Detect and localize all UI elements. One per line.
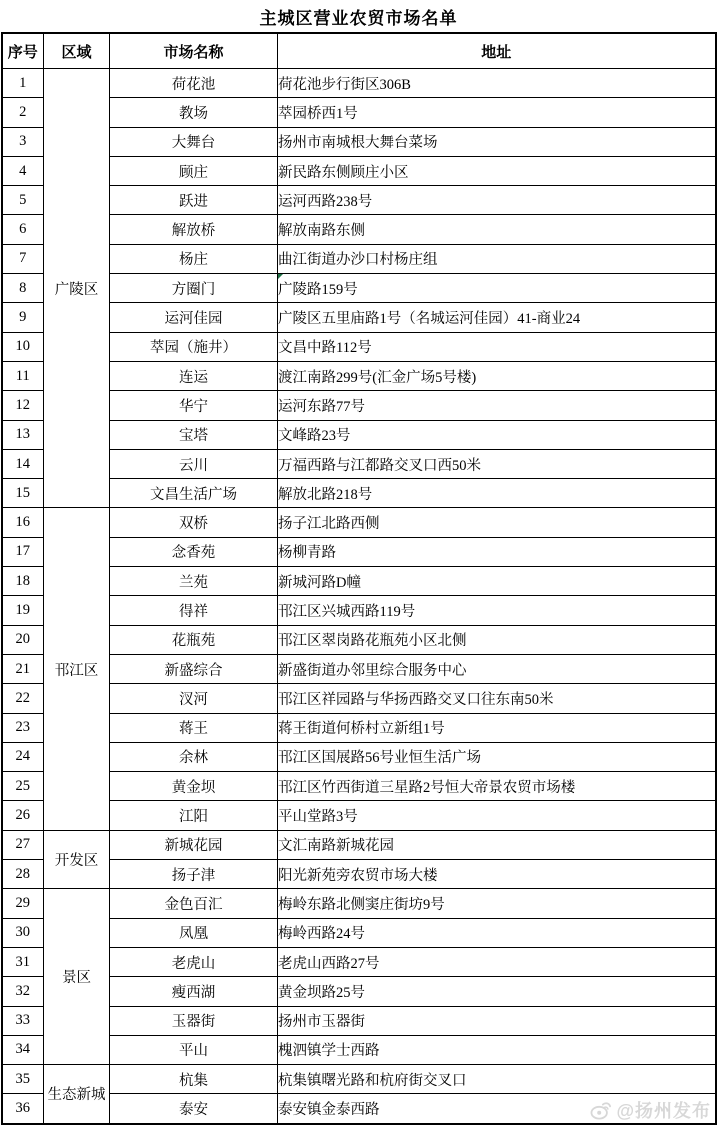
row-number-cell: 35 xyxy=(2,1065,44,1094)
address-cell: 梅岭西路24号 xyxy=(278,918,716,947)
table-row xyxy=(2,567,716,596)
table-row xyxy=(2,830,716,859)
row-number-cell: 14 xyxy=(2,449,44,478)
address-cell: 扬州市南城根大舞台菜场 xyxy=(278,127,716,156)
table-header xyxy=(2,33,716,69)
market-name-cell: 教场 xyxy=(110,98,278,127)
column-header-region: 区域 xyxy=(44,33,110,69)
row-number-cell: 26 xyxy=(2,801,44,830)
row-number-cell: 33 xyxy=(2,1006,44,1035)
row-number-cell: 3 xyxy=(2,127,44,156)
table-row xyxy=(2,742,716,771)
row-number-cell: 11 xyxy=(2,361,44,390)
table-row xyxy=(2,772,716,801)
market-name-cell: 杨庄 xyxy=(110,244,278,273)
table-row xyxy=(2,274,716,303)
market-name-cell: 方圈门 xyxy=(110,274,278,303)
watermark xyxy=(590,1097,711,1123)
table-row xyxy=(2,1006,716,1035)
market-name-cell: 新城花园 xyxy=(110,830,278,859)
market-name-cell: 玉器街 xyxy=(110,1006,278,1035)
address-cell: 文峰路23号 xyxy=(278,420,716,449)
row-number-cell: 24 xyxy=(2,742,44,771)
row-number-cell: 23 xyxy=(2,713,44,742)
row-number-cell: 8 xyxy=(2,274,44,303)
address-cell: 邗江区祥园路与华扬西路交叉口往东南50米 xyxy=(278,684,716,713)
market-name-cell: 宝塔 xyxy=(110,420,278,449)
table-row xyxy=(2,420,716,449)
table-row xyxy=(2,303,716,332)
row-number-cell: 16 xyxy=(2,508,44,537)
table-row xyxy=(2,1035,716,1064)
table-row xyxy=(2,156,716,185)
address-cell: 新盛街道办邻里综合服务中心 xyxy=(278,654,716,683)
table-row xyxy=(2,186,716,215)
row-number-cell: 5 xyxy=(2,186,44,215)
table-row xyxy=(2,361,716,390)
row-number-cell: 10 xyxy=(2,332,44,361)
row-number-cell: 7 xyxy=(2,244,44,273)
address-cell: 文昌中路112号 xyxy=(278,332,716,361)
market-name-cell: 汊河 xyxy=(110,684,278,713)
address-cell: 邗江区翠岗路花瓶苑小区北侧 xyxy=(278,625,716,654)
market-name-cell: 泰安 xyxy=(110,1094,278,1124)
row-number-cell: 21 xyxy=(2,654,44,683)
row-number-cell: 1 xyxy=(2,69,44,98)
table-row xyxy=(2,596,716,625)
address-cell: 平山堂路3号 xyxy=(278,801,716,830)
market-name-cell: 花瓶苑 xyxy=(110,625,278,654)
row-number-cell: 34 xyxy=(2,1035,44,1064)
market-name-cell: 萃园（施井） xyxy=(110,332,278,361)
market-name-cell: 大舞台 xyxy=(110,127,278,156)
address-cell: 槐泗镇学士西路 xyxy=(278,1035,716,1064)
table-row xyxy=(2,69,716,98)
table-row xyxy=(2,713,716,742)
row-number-cell: 12 xyxy=(2,391,44,420)
address-cell: 泰安镇金泰西路 xyxy=(278,1094,716,1124)
market-table xyxy=(1,32,717,1125)
address-cell: 杨柳青路 xyxy=(278,537,716,566)
row-number-cell: 2 xyxy=(2,98,44,127)
address-cell: 梅岭东路北侧窦庄街坊9号 xyxy=(278,889,716,918)
row-number-cell: 31 xyxy=(2,947,44,976)
market-name-cell: 老虎山 xyxy=(110,947,278,976)
address-cell: 邗江区竹西街道三星路2号恒大帝景农贸市场楼 xyxy=(278,772,716,801)
row-number-cell: 4 xyxy=(2,156,44,185)
address-cell: 邗江区国展路56号业恒生活广场 xyxy=(278,742,716,771)
market-name-cell: 蒋王 xyxy=(110,713,278,742)
market-name-cell: 得祥 xyxy=(110,596,278,625)
row-number-cell: 29 xyxy=(2,889,44,918)
table-row xyxy=(2,391,716,420)
market-name-cell: 顾庄 xyxy=(110,156,278,185)
market-name-cell: 新盛综合 xyxy=(110,654,278,683)
market-name-cell: 文昌生活广场 xyxy=(110,479,278,508)
market-name-cell: 余林 xyxy=(110,742,278,771)
address-cell: 解放南路东侧 xyxy=(278,215,716,244)
market-name-cell: 跃进 xyxy=(110,186,278,215)
market-name-cell: 华宁 xyxy=(110,391,278,420)
market-name-cell: 江阳 xyxy=(110,801,278,830)
table-row xyxy=(2,449,716,478)
row-number-cell: 20 xyxy=(2,625,44,654)
row-number-cell: 28 xyxy=(2,860,44,889)
address-cell: 万福西路与江都路交叉口西50米 xyxy=(278,449,716,478)
market-name-cell: 双桥 xyxy=(110,508,278,537)
table-row xyxy=(2,332,716,361)
table-row xyxy=(2,98,716,127)
market-name-cell: 荷花池 xyxy=(110,69,278,98)
table-row xyxy=(2,918,716,947)
address-cell: 曲江街道办沙口村杨庄组 xyxy=(278,244,716,273)
row-number-cell: 19 xyxy=(2,596,44,625)
table-row xyxy=(2,654,716,683)
address-cell: 荷花池步行街区306B xyxy=(278,69,716,98)
market-name-cell: 运河佳园 xyxy=(110,303,278,332)
row-number-cell: 13 xyxy=(2,420,44,449)
row-number-cell: 22 xyxy=(2,684,44,713)
table-row xyxy=(2,127,716,156)
table-row xyxy=(2,889,716,918)
region-cell: 景区 xyxy=(44,889,110,1065)
table-row xyxy=(2,244,716,273)
address-cell: 邗江区兴城西路119号 xyxy=(278,596,716,625)
row-number-cell: 36 xyxy=(2,1094,44,1124)
table-row xyxy=(2,947,716,976)
address-cell: 阳光新苑旁农贸市场大楼 xyxy=(278,860,716,889)
row-number-cell: 17 xyxy=(2,537,44,566)
market-name-cell: 金色百汇 xyxy=(110,889,278,918)
market-name-cell: 解放桥 xyxy=(110,215,278,244)
row-number-cell: 18 xyxy=(2,567,44,596)
address-cell: 解放北路218号 xyxy=(278,479,716,508)
region-cell: 邗江区 xyxy=(44,508,110,830)
address-cell: 扬州市玉器街 xyxy=(278,1006,716,1035)
address-cell: 蒋王街道何桥村立新组1号 xyxy=(278,713,716,742)
address-cell: 新民路东侧顾庄小区 xyxy=(278,156,716,185)
table-row xyxy=(2,537,716,566)
address-cell: 文汇南路新城花园 xyxy=(278,830,716,859)
address-cell: 运河东路77号 xyxy=(278,391,716,420)
table-row xyxy=(2,508,716,537)
weibo-logo-icon xyxy=(590,1100,612,1120)
table-row xyxy=(2,860,716,889)
market-name-cell: 杭集 xyxy=(110,1065,278,1094)
page-title: 主城区营业农贸市场名单 xyxy=(259,8,458,28)
watermark-text: @扬州发布 xyxy=(616,1101,711,1121)
region-cell: 生态新城 xyxy=(44,1065,110,1124)
table-row xyxy=(2,215,716,244)
address-cell: 萃园桥西1号 xyxy=(278,98,716,127)
row-number-cell: 30 xyxy=(2,918,44,947)
market-name-cell: 黄金坝 xyxy=(110,772,278,801)
row-number-cell: 27 xyxy=(2,830,44,859)
table-row xyxy=(2,801,716,830)
row-number-cell: 6 xyxy=(2,215,44,244)
table-row xyxy=(2,625,716,654)
column-header-address: 地址 xyxy=(278,33,716,69)
row-number-cell: 9 xyxy=(2,303,44,332)
market-name-cell: 云川 xyxy=(110,449,278,478)
column-header-name: 市场名称 xyxy=(110,33,278,69)
table-body xyxy=(2,69,716,1124)
market-name-cell: 兰苑 xyxy=(110,567,278,596)
table-row xyxy=(2,684,716,713)
market-name-cell: 平山 xyxy=(110,1035,278,1064)
address-cell: 运河西路238号 xyxy=(278,186,716,215)
cell-corner-flag-icon xyxy=(278,274,283,279)
row-number-cell: 25 xyxy=(2,772,44,801)
address-cell: 黄金坝路25号 xyxy=(278,977,716,1006)
market-name-cell: 瘦西湖 xyxy=(110,977,278,1006)
address-cell: 杭集镇曙光路和杭府街交叉口 xyxy=(278,1065,716,1094)
table-row xyxy=(2,977,716,1006)
market-name-cell: 凤凰 xyxy=(110,918,278,947)
table-row xyxy=(2,1065,716,1094)
address-cell: 广陵路159号 xyxy=(278,274,716,303)
address-cell: 渡江南路299号(汇金广场5号楼) xyxy=(278,361,716,390)
column-header-no: 序号 xyxy=(2,33,44,69)
market-name-cell: 念香苑 xyxy=(110,537,278,566)
address-cell: 扬子江北路西侧 xyxy=(278,508,716,537)
address-cell: 广陵区五里庙路1号（名城运河佳园）41-商业24 xyxy=(278,303,716,332)
market-name-cell: 扬子津 xyxy=(110,860,278,889)
region-cell: 开发区 xyxy=(44,830,110,889)
address-cell: 新城河路D幢 xyxy=(278,567,716,596)
region-cell: 广陵区 xyxy=(44,69,110,508)
market-name-cell: 连运 xyxy=(110,361,278,390)
row-number-cell: 32 xyxy=(2,977,44,1006)
address-cell: 老虎山西路27号 xyxy=(278,947,716,976)
row-number-cell: 15 xyxy=(2,479,44,508)
table-row xyxy=(2,479,716,508)
